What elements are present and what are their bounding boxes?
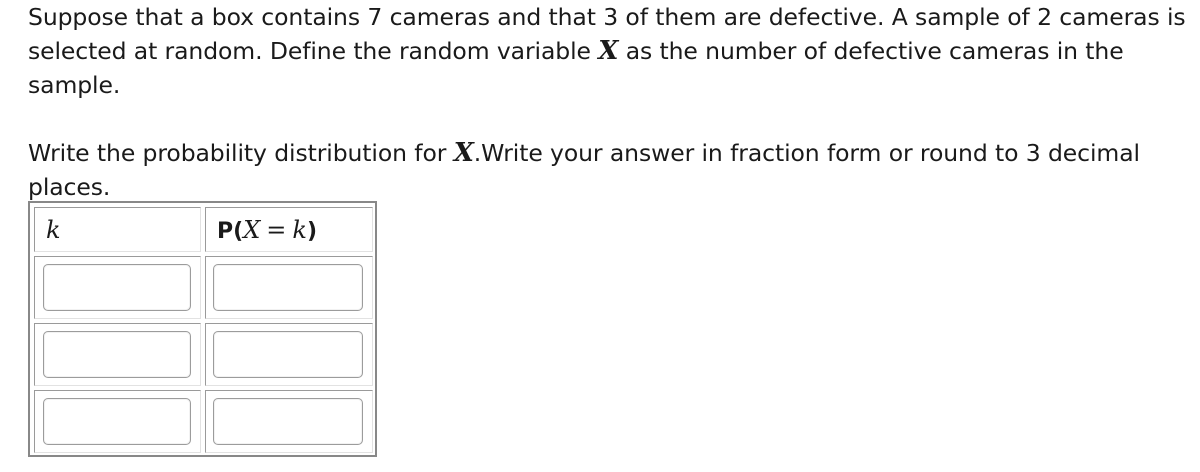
problem-text-part1: Suppose that a box contains 7 cameras and that 3 of them are defective. A sample of 2 cameras is selected at random. Define the random variable	[28, 3, 1186, 65]
probability-distribution-table	[28, 201, 377, 457]
header-p-suffix: )	[306, 219, 317, 244]
probability-input-1[interactable]	[213, 264, 363, 311]
header-p-variable: X	[243, 216, 261, 244]
instruction-text	[28, 136, 1188, 204]
instruction-text-part2: .Write your answer in fraction form or round to 3 decimal places.	[28, 139, 1140, 201]
table-row-2-k-cell	[34, 323, 201, 386]
header-cell-k	[34, 207, 201, 252]
header-p-k: k	[292, 216, 307, 244]
header-k-label: k	[46, 216, 61, 244]
instruction-variable-symbol: X	[453, 138, 474, 168]
problem-text	[28, 0, 1188, 102]
table-row-1-k-cell	[34, 256, 201, 319]
table-row-1-p-cell	[205, 256, 373, 319]
problem-statement	[28, 0, 1188, 204]
table-row-3-k-cell	[34, 390, 201, 453]
header-p-equals: =	[266, 216, 287, 244]
header-p-prefix: P(	[217, 219, 244, 244]
table-row-3-p-cell	[205, 390, 373, 453]
random-variable-symbol: X	[598, 36, 619, 66]
k-value-input-3[interactable]	[43, 398, 191, 445]
k-value-input-1[interactable]	[43, 264, 191, 311]
probability-input-3[interactable]	[213, 398, 363, 445]
probability-input-2[interactable]	[213, 331, 363, 378]
table-row-2-p-cell	[205, 323, 373, 386]
instruction-text-part1: Write the probability distribution for	[28, 139, 454, 167]
k-value-input-2[interactable]	[43, 331, 191, 378]
header-cell-probability	[205, 207, 373, 252]
header-probability-label	[217, 215, 317, 247]
problem-text-part2: as the number of defective cameras in the sample.	[28, 37, 1124, 99]
